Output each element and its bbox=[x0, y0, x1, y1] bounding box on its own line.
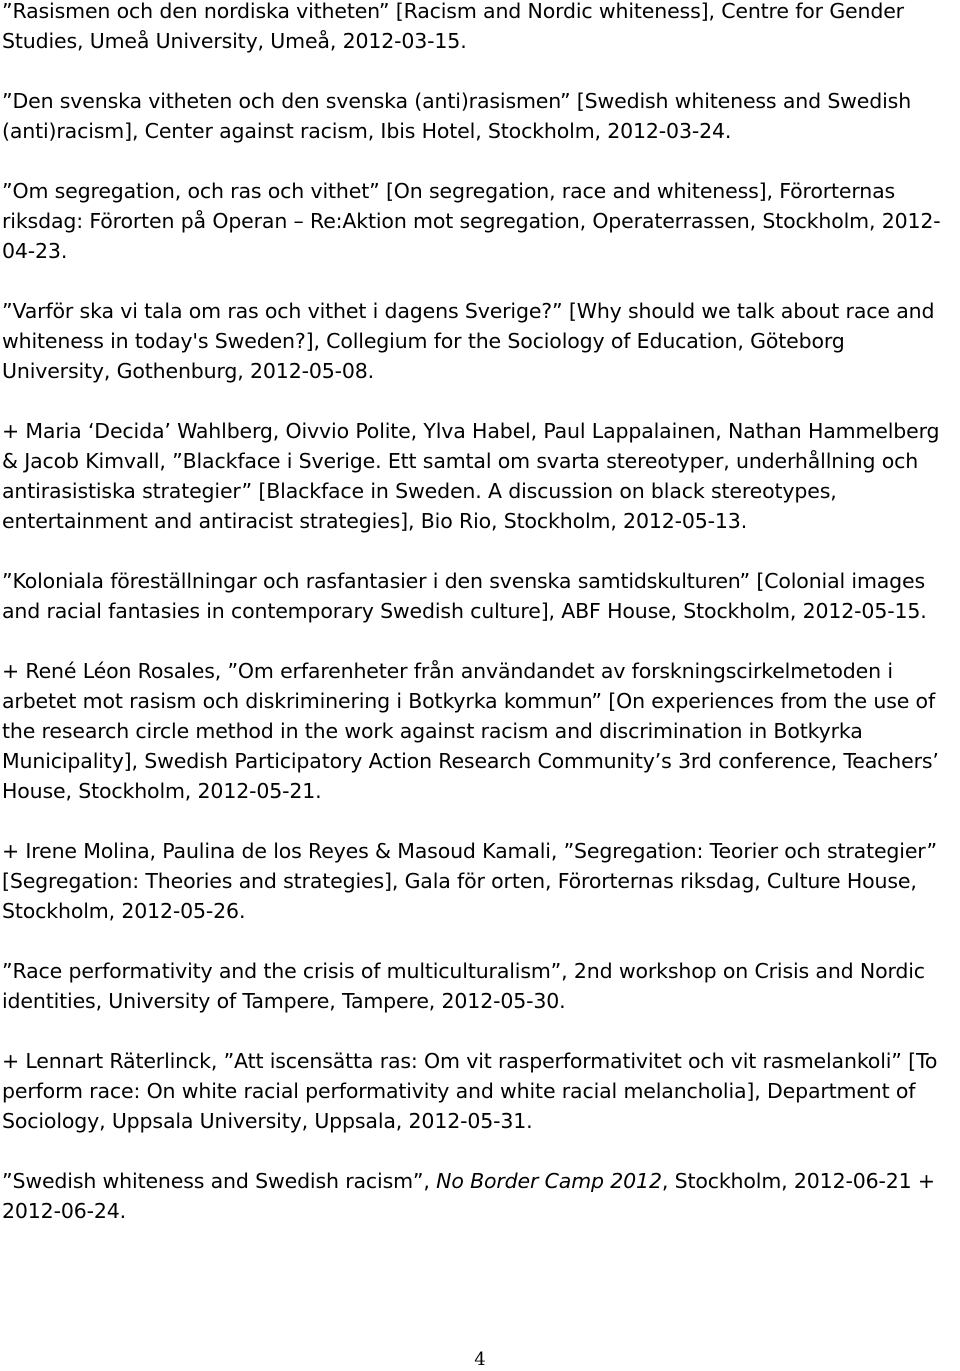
list-item: ”Varför ska vi tala om ras och vithet i dagens Sverige?” [Why should we talk about race and whiteness in today's Sweden?], Collegium for the Sociology of Education, Göteborg University, Gothenburg, 2012-05-08. bbox=[2, 299, 935, 383]
list-item: ”Om segregation, och ras och vithet” [On segregation, race and whiteness], Förorternas riksdag: Förorten på Operan – Re:Aktion mot segregation, Operaterrassen, Stockholm, 2012-04-23. bbox=[2, 179, 941, 263]
list-item: ”Koloniala föreställningar och rasfantasier i den svenska samtidskulturen” [Colonial images and racial fantasies in contemporary Swedish culture], ABF House, Stockholm, 2012-05-15. bbox=[2, 569, 927, 623]
entry-text: ”Swedish whiteness and Swedish racism”, bbox=[2, 1169, 437, 1193]
list-item: ”Rasismen och den nordiska vitheten” [Racism and Nordic whiteness], Centre for Gender Studies, Umeå University, Umeå, 2012-03-15. bbox=[2, 0, 904, 53]
list-item bbox=[2, 1166, 956, 1226]
presentation-list bbox=[2, 0, 956, 1256]
list-item: ”Den svenska vitheten och den svenska (anti)rasismen” [Swedish whiteness and Swedish (anti)racism], Center against racism, Ibis Hotel, Stockholm, 2012-03-24. bbox=[2, 89, 912, 143]
page-number: 4 bbox=[474, 1349, 486, 1370]
list-item: + Maria ‘Decida’ Wahlberg, Oivvio Polite, Ylva Habel, Paul Lappalainen, Nathan Hammelberg & Jacob Kimvall, ”Blackface i Sverige. Ett samtal om svarta stereotyper, underhållning och antirasistiska strategier” [Blackface in Sweden. A discussion on black stereotypes, entertainment and antiracist strategies], Bio Rio, Stockholm, 2012-05-13. bbox=[2, 419, 940, 533]
list-item: + Lennart Räterlinck, ”Att iscensätta ras: Om vit rasperformativitet och vit rasmelankoli” [To perform race: On white racial performativity and white racial melancholia], Department of Sociology, Uppsala University, Uppsala, 2012-05-31. bbox=[2, 1049, 938, 1133]
list-item: ”Race performativity and the crisis of multiculturalism”, 2nd workshop on Crisis and Nordic identities, University of Tampere, Tampere, 2012-05-30. bbox=[2, 959, 925, 1013]
event-title-italic: No Border Camp 2012 bbox=[436, 1169, 662, 1193]
list-item: + René Léon Rosales, ”Om erfarenheter från användandet av forskningscirkelmetoden i arbetet mot rasism och diskriminering i Botkyrka kommun” [On experiences from the use of the research circle method in the work against racism and discrimination in Botkyrka Municipality], Swedish Participatory Action Research Community’s 3rd conference, Teachers’ House, Stockholm, 2012-05-21. bbox=[2, 659, 939, 803]
list-item: + Irene Molina, Paulina de los Reyes & Masoud Kamali, ”Segregation: Teorier och strategier” [Segregation: Theories and strategies], Gala för orten, Förorternas riksdag, Culture House, Stockholm, 2012-05-26. bbox=[2, 839, 937, 923]
entry-text: , Stockholm, 2012-06-21 + 2012-06-24. bbox=[2, 1169, 935, 1223]
